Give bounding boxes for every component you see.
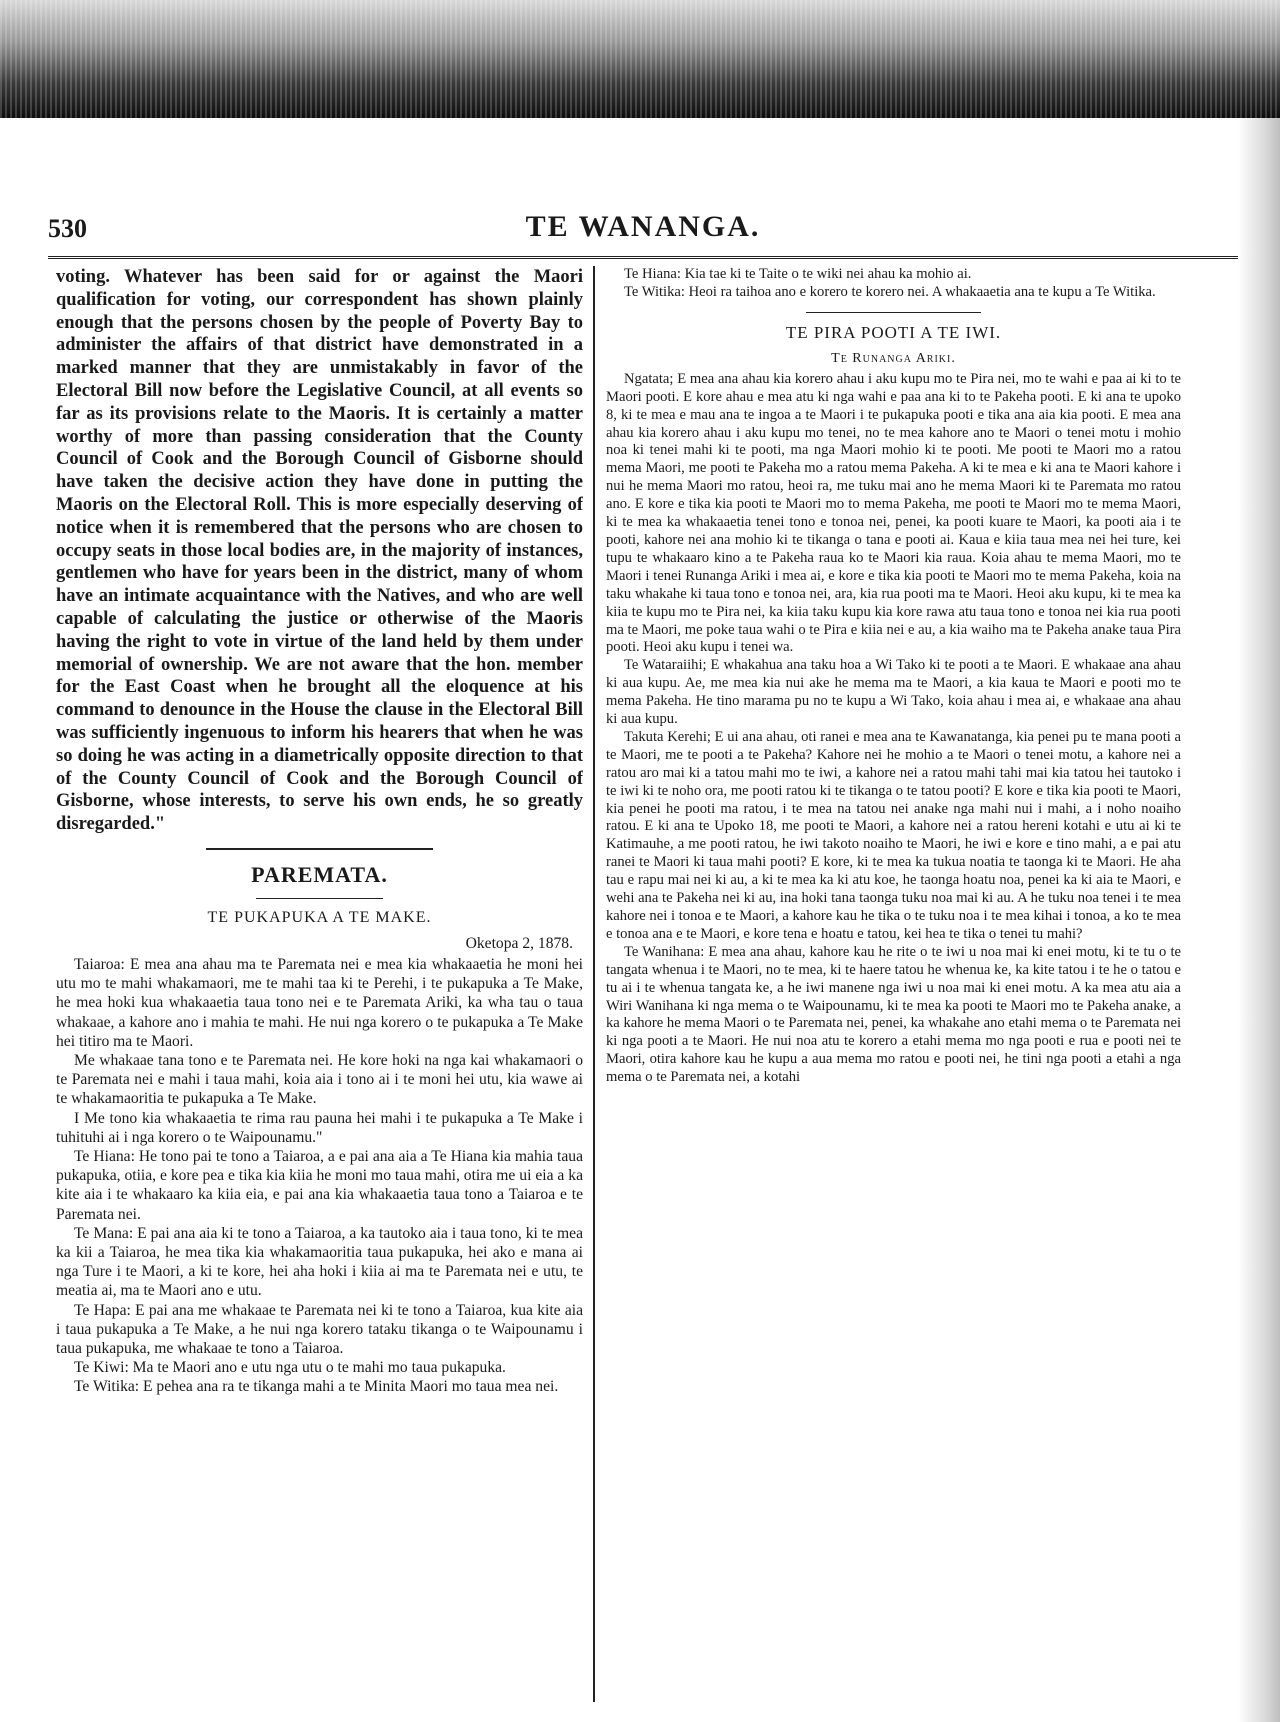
section-heading-pira-pooti: TE PIRA POOTI A TE IWI. bbox=[785, 322, 1002, 342]
scan-page-edge bbox=[1238, 118, 1280, 1722]
section-divider bbox=[806, 312, 981, 313]
editorial-paragraph: voting. Whatever has been said for or against the Maori qualification for voting, our correspondent has shown plainly enough that the persons chosen by the people of Poverty Bay to administer the affairs of that district have demonstrated in a marked manner that they are unmistakably in favor of the Electoral Bill now before the Legislative Council, at all events so far as its provisions relate to the Maoris. It is certainly a matter worthy of more than passing consideration that the County Council of Cook and the Borough Council of Gisborne should have taken the decisive action they have done in putting the Maoris on the Electoral Roll. This is more especially deserving of notice when it is remembered that the persons who are chosen to occupy seats in those local bodies are, in the majority of instances, gentlemen who have for years been in the district, many of whom have an intimate acquaintance with the Natives, and who are well capable of calculating the justice or otherwise of the Maoris having the right to vote in virtue of the land held by them under memorial of ownership. We are not aware that the hon. member for the East Coast when he brought all the eloquence at his command to denounce in the House the clause in the Electoral Bill was sufficiently ingenuous to inform his hearers that when he was so doing he was acting in a diametrically opposite direction to that of the County Council of Cook and the Borough Council of Gisborne, whose interests, to serve his own ends, he so greatly disregarded." bbox=[56, 267, 583, 835]
speech-paragraph: Taiaroa: E mea ana ahau ma te Paremata nei e mea kia whakaaetia he moni hei utu mo te mahi whakamaori, me te mahi taa ki te Perehi, i te pukapuka a Te Make, he mea hoki kua whakaaetia taua tono nei e te Paremata Ariki, ka wha tau o taua whakaae, a kahore ano i mahia te mahi. He nui nga korero o te pukapuka a Te Make hei titiro ma te Maori. bbox=[56, 955, 583, 1050]
section-heading-paremata: PAREMATA. bbox=[251, 861, 388, 887]
speech-paragraph: Te Hiana: Kia tae ki te Taite o te wiki nei ahau ka mohio ai. bbox=[624, 266, 972, 282]
speech-paragraph: Te Kiwi: Ma te Maori ano e utu nga utu o te mahi mo taua pukapuka. bbox=[74, 1359, 506, 1377]
speech-paragraph: Te Witika: Heoi ra taihoa ano e korero te korero nei. A whakaaetia ana te kupu a Te Witika. bbox=[624, 283, 1156, 300]
speech-paragraph: Te Wanihana: E mea ana ahau, kahore kau he rite o te iwi u noa mai ki enei motu, ki te tu o te tangata whenua i te Maori, no te mea, ki te haere tatou he whenua ke, ka kite tatou i te he o tatou e tu ai i te whenua tangata ke, a he iwi manene nga iwi u noa mai ki enei motu. A ka mea atu aia a Wiri Wanihana ki nga mema o te Waipounamu, ki te mea ka pooti te Maori mo te Pakeha anake, a ka kahore he mema Maori o te Paremata nei, penei, ka whakahe ano etahi mema o te Paremata nei ki nga pooti a te Maori. He nui noa atu te korero a etahi mema mo nga pooti e rua e pooti nei te Maori, otira kahore kau he kupu a aua mema mo ratou e pooti nei, he tini nga pooti a etahi a nga mema o te Paremata nei, a kotahi bbox=[606, 943, 1181, 1086]
section-divider bbox=[206, 848, 433, 850]
scan-shadow-top bbox=[0, 0, 1280, 118]
columns bbox=[48, 266, 1238, 1706]
dateline: Oketopa 2, 1878. bbox=[465, 934, 573, 952]
masthead bbox=[48, 200, 1238, 259]
speech-paragraph: Me whakaae tana tono e te Paremata nei. He kore hoki na nga kai whakamaori o te Paremata nei e mahi i taua mahi, koia aia i tono ai i te moni hei utu, kia wawe ai te whakamaoritia te pukapuka a Te Make. bbox=[56, 1051, 583, 1108]
right-column bbox=[606, 266, 1181, 1706]
speech-paragraph: Te Witika: E pehea ana ra te tikanga mahi a te Minita Maori mo taua mea nei. bbox=[74, 1378, 559, 1396]
speech-paragraph: Te Hiana: He tono pai te tono a Taiaroa, a e pai ana aia a Te Hiana kia mahia taua pukapuka, otiia, e kore pea e tika kia kiia he moni mo taua mahi, otira me ui eia a ka kite aia i te whakaaro ka kiia eia, e pai ana kia whakaaetia taua tono a Taiaroa e te Paremata nei. bbox=[56, 1147, 583, 1223]
column-divider bbox=[593, 266, 595, 1702]
speech-paragraph: Te Mana: E pai ana aia ki te tono a Taiaroa, a ka tautoko aia i taua tono, ki te mea ka kii a Taiaroa, he mea tika kia whakamaoritia taua pukapuka, hei ako e mana ai nga Ture i te Maori, a ki te kore, hei aha hoki i kiia ai ma te Paremata nei e utu, te meatia ai, ma te Maori ano e utu. bbox=[56, 1224, 583, 1300]
speech-paragraph: I Me tono kia whakaaetia te rima rau pauna hei mahi i te pukapuka a Te Make i tuhituhi ai i nga korero o te Waipounamu." bbox=[56, 1109, 583, 1146]
paper-title: TE WANANGA. bbox=[525, 210, 761, 243]
heading-divider bbox=[256, 898, 383, 899]
subheading-runanga-ariki: Te Runanga Ariki. bbox=[831, 350, 956, 366]
newspaper-page bbox=[48, 200, 1238, 1710]
speech-paragraph: Takuta Kerehi; E ui ana ahau, oti ranei e mea ana te Kawanatanga, kia penei pu te mana pooti a te Maori, me te pooti a te Pakeha? Kahore nei he mohio a te Maori o tenei motu, a kahore nei a ratou aro mai ki a tatou mahi mo te iwi, a kahore nei a ratou mahi tahi mai kia tatou hei tautoko i te iwi ki te noho ora, me pooti ratou ki te tikanga o te tatou pooti? E kore e tika kia pooti te Maori, kia penei he pooti ma ratou, i te mea na tatou nei anake nga mahi nui i mahi, a i noho noaiho ratou. E ki ana te Upoko 18, me pooti te Maori, a kahore nei a ratou hereni kotahi e utu ai ki te Katimauhe, a me pooti ratou, he iwi takoto noaiho te Maori, he iwi e kore e tino mahi, a e pai atu ranei te Maori ki taua mahi pooti? E kore, ki te mea ka tukua noatia te taonga ki te Maori. He aha tau e rapu mai nei ki au, a ki te mea ka ki atu koe, he taonga hoatu noa, penei ka ki aia te Maori, e wehi ana te Pakeha nei ki au, ina hoki tana taonga tuku noa mai ki au. A he tuku noa tenei i te mea kahore nei i tonoa e te Maori, a kahore kau he tika o te tuku noa i te mea kihai i tonoa, a ko te mea e tonoa ana e te Maori, e kore tena e hoatu e tatou, kei hea te tika o tenei tu mahi? bbox=[606, 728, 1181, 942]
speech-paragraph: Te Wataraiihi; E whakahua ana taku hoa a Wi Tako ki te pooti a te Maori. E whakaae ana ahau ki aua kupu. Ae, me mea kia nui ake he mema ma te Maori, a kia kaua te Maori e pooti mo te mema Pakeha. He tino marama pu no te kupu a Wi Tako, koia ahau i mea ai, e whakaae ana ahau ki aua kupu. bbox=[606, 657, 1181, 728]
subheading-pukapuka: TE PUKAPUKA A TE MAKE. bbox=[207, 908, 432, 926]
page-number: 530 bbox=[48, 214, 87, 243]
left-column bbox=[56, 266, 583, 1706]
speech-paragraph: Te Hapa: E pai ana me whakaae te Paremata nei ki te tono a Taiaroa, kua kite aia i taua pukapuka a Te Make, a he nui nga korero tataku tikanga o te Waipounamu i taua pukapuka, me whakaae te tono a Taiaroa. bbox=[56, 1301, 583, 1357]
speech-paragraph: Ngatata; E mea ana ahau kia korero ahau i aku kupu mo te Pira nei, mo te wahi e paa ai ki to te Maori pooti. E kore ahau e mea atu ki nga wahi e paa ana ki to te Pakeha pooti. E ki ana te upoko 8, ki te mea e mau ana te ingoa a te Maori i te pukapuka pooti e tika ana aia kia pooti. E mea ana ahau kia korero ahau i aku kupu mo tenei, no te mea kahore ano te Maori o tenei motu i mohio noa ki tenei mahi ki te pooti, ma nga Maori mohio ki te pooti. Me pooti te Maori mo a ratou mema Maori, me pooti te Pakeha mo a ratou mema Pakeha. A ki te mea e ki ana te Maori kahore i nui he mema Maori mo ratou, heoi ra, me tuku mai ano he mema Maori ki te Paremata mo ratou ano. E kore e tika kia pooti te Maori mo to mema Pakeha, me pooti te Maori mo te mema Maori, ki te mea ka whakaaetia tenei tono e tonoa nei, penei, ka pooti kuare te Maori, ka pooti aia i te pooti, kahore nei ana mohio ki te tikanga o tana e pooti ai. Kaua e kiia taua mea nei hei ture, kei tupu te whakaaro kino a te Pakeha raua ko te Maori kia raua. Koia ahau te mema Maori, mo te Maori i tenei Runanga Ariki i mea ai, e kore e tika kia pooti te Maori mo te mema Pakeha, koia na taku whakahe ki taua tono e tonoa nei, ara, kia rua pooti ma te Maori. Heoi aku kupu, ki te mea ka kiia te kupu mo te Pira nei, ka kiia taku kupu kia kore rawa atu taua tono e tonoa nei kia rua pooti ma te Maori, me poke taua wahi o te Pira e kiia nei e au, a kia waiho ma te Pakeha anake taua Pira pooti. Heoi aku kupu i tenei wa. bbox=[606, 370, 1181, 656]
